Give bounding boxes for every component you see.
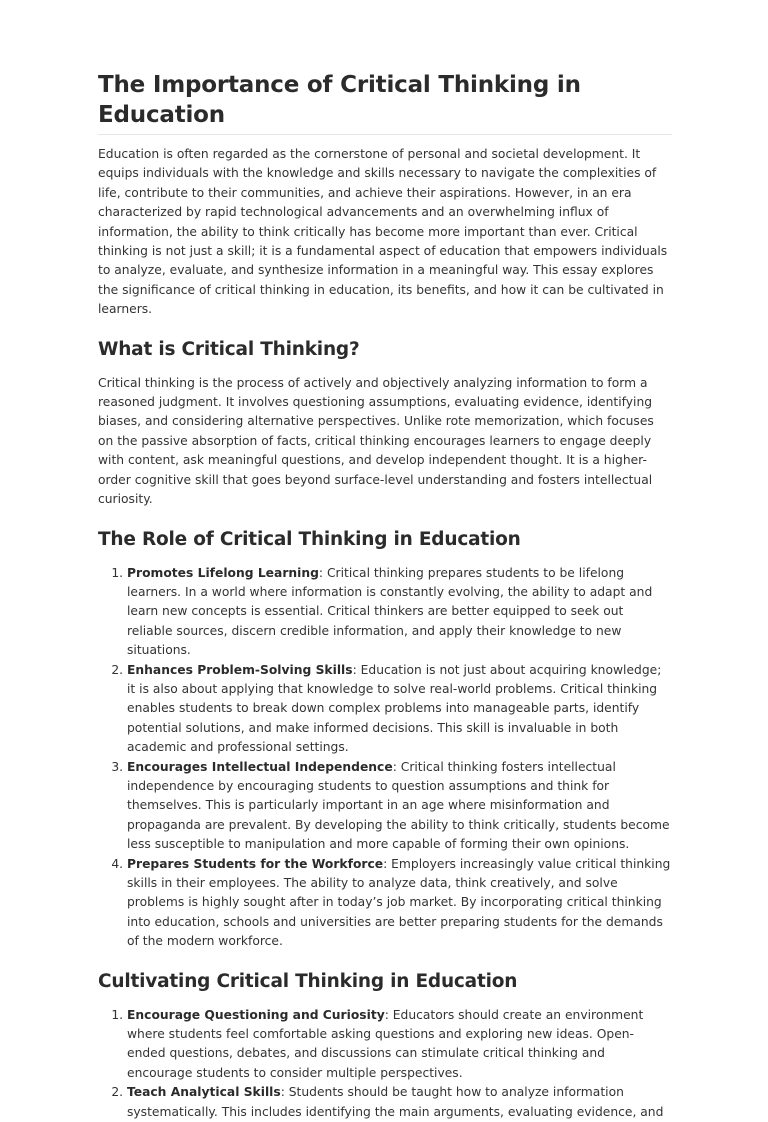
list-item <box>127 758 672 855</box>
list-item-text: : Education is not just about acquiring knowledge; it is also about applying that knowledge to solve real-world problems. Critical thinking enables students to break down complex problems into manageable parts, identify potential solutions, and make informed decisions. This skill is invaluable in both academic and professional settings. <box>127 662 662 755</box>
list-item <box>127 661 672 758</box>
list-item-term: Teach Analytical Skills <box>127 1085 281 1100</box>
list-item-text: : Critical thinking fosters intellectual independence by encouraging students to question assumptions and think for themselves. This is particularly important in an age where misinformation and propaganda are prevalent. By developing the ability to think critically, students become less susceptible to manipulation and more capable of forming their own opinions. <box>127 759 670 852</box>
list-item <box>127 1006 672 1084</box>
cultivating-list <box>98 1006 672 1122</box>
section-heading: What is Critical Thinking? <box>98 338 360 360</box>
list-item-text: : Critical thinking prepares students to be lifelong learners. In a world where information is constantly evolving, the ability to adapt and learn new concepts is essential. Critical thinkers are better equipped to seek out reliable sources, discern credible information, and apply their knowledge to new situations. <box>127 565 653 658</box>
list-item-term: Enhances Problem-Solving Skills <box>127 662 353 677</box>
list-item <box>127 564 672 661</box>
list-item-text: : Employers increasingly value critical thinking skills in their employees. The ability to analyze data, think creatively, and solve problems is highly sought after in today’s job market. By incorporating critical thinking into education, schools and universities are better preparing students for the demands of the modern workforce. <box>127 856 671 949</box>
document <box>98 70 672 1122</box>
role-list <box>98 564 672 952</box>
list-item-term: Prepares Students for the Workforce <box>127 856 384 871</box>
list-item <box>127 1083 672 1122</box>
section-heading: The Role of Critical Thinking in Education <box>98 528 521 550</box>
list-item-text: : Students should be taught how to analyze information systematically. This includes identifying the main arguments, evaluating evidence, and <box>127 1085 664 1119</box>
list-item <box>127 855 672 952</box>
section-paragraph: Critical thinking is the process of actively and objectively analyzing information to form a reasoned judgment. It involves questioning assumptions, evaluating evidence, identifying biases, and considering alternative perspectives. Unlike rote memorization, which focuses on the passive absorption of facts, critical thinking encourages learners to engage deeply with content, ask meaningful questions, and develop independent thought. It is a higher-order cognitive skill that goes beyond surface-level understanding and fosters intellectual curiosity. <box>98 375 654 507</box>
list-item-text: : Educators should create an environment where students feel comfortable asking questions and exploring new ideas. Open-ended questions, debates, and discussions can stimulate critical thinking and encourage students to consider multiple perspectives. <box>127 1007 644 1080</box>
list-item-term: Encourage Questioning and Curiosity <box>127 1007 385 1022</box>
page-title: The Importance of Critical Thinking in Education <box>98 70 672 135</box>
intro-paragraph: Education is often regarded as the cornerstone of personal and societal development. It equips individuals with the knowledge and skills necessary to navigate the complexities of life, contribute to their communities, and achieve their aspirations. However, in an era characterized by rapid technological advancements and an overwhelming influx of information, the ability to think critically has become more important than ever. Critical thinking is not just a skill; it is a fundamental aspect of education that empowers individuals to analyze, evaluate, and synthesize information in a meaningful way. This essay explores the significance of critical thinking in education, its benefits, and how it can be cultivated in learners. <box>98 147 668 317</box>
list-item-term: Promotes Lifelong Learning <box>127 565 319 580</box>
list-item-term: Encourages Intellectual Independence <box>127 759 393 774</box>
section-heading: Cultivating Critical Thinking in Education <box>98 970 518 992</box>
